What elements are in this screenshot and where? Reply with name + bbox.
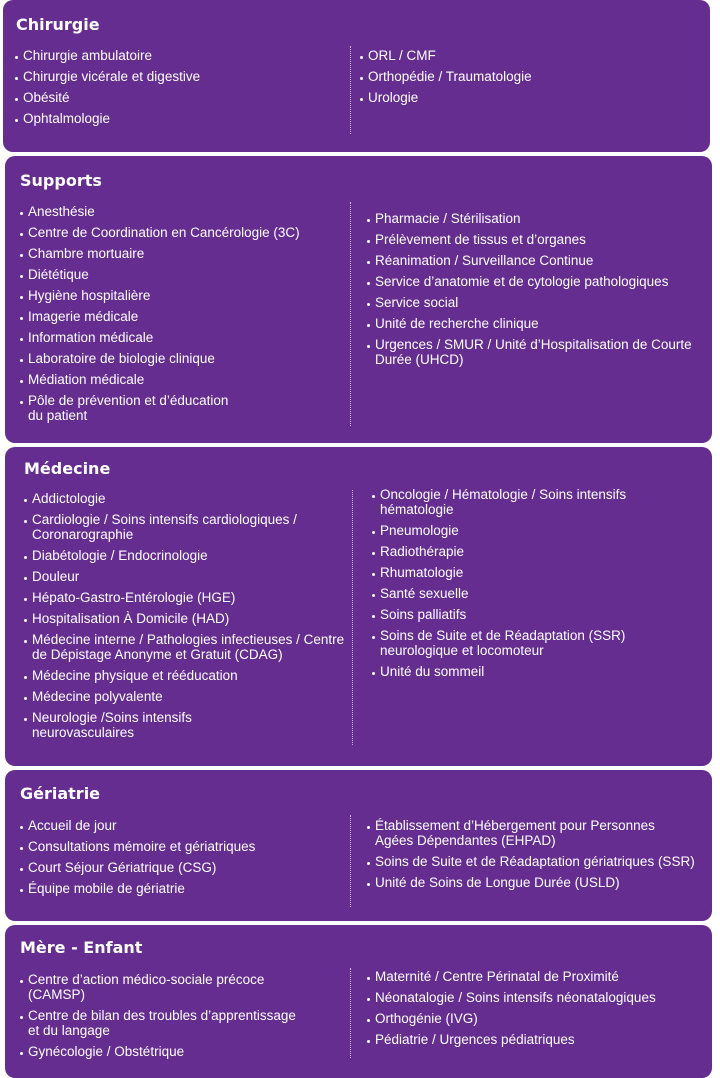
section-title: Médecine (24, 459, 111, 478)
list-item: Douleur (24, 569, 354, 584)
list-item: Urologie (360, 90, 700, 105)
list-item: Rhumatologie (372, 565, 702, 580)
list-item: Santé sexuelle (372, 586, 702, 601)
list-item: Soins de Suite et de Réadaptation (SSR) neurologique et locomoteur (372, 628, 702, 658)
list-item: Centre de Coordination en Cancérologie (3C) (20, 225, 350, 240)
list-item: Centre d’action médico-sociale précoce (CAMSP) (20, 972, 350, 1002)
list-item: Chirurgie vicérale et digestive (15, 69, 345, 84)
list-item: Soins de Suite et de Réadaptation gériatriques (SSR) (367, 854, 702, 869)
list-item: Prélèvement de tissus et d’organes (367, 232, 702, 247)
left-column (20, 972, 350, 1065)
section-geriatrie (5, 770, 712, 921)
list-item: Pharmacie / Stérilisation (367, 211, 702, 226)
list-item: Hygiène hospitalière (20, 288, 350, 303)
list-item: Oncologie / Hématologie / Soins intensifs hématologie (372, 487, 702, 517)
column-divider (350, 202, 351, 426)
list-item: Neurologie /Soins intensifs neurovasculaires (24, 710, 354, 740)
list-item: Cardiologie / Soins intensifs cardiologiques / Coronarographie (24, 512, 354, 542)
list-item: Chambre mortuaire (20, 246, 350, 261)
list-item: Soins palliatifs (372, 607, 702, 622)
list-item: ORL / CMF (360, 48, 700, 63)
right-column (367, 818, 702, 896)
column-divider (352, 490, 353, 745)
section-mere-enfant (5, 925, 712, 1078)
list-item: Service social (367, 295, 702, 310)
list-item: Radiothérapie (372, 544, 702, 559)
column-divider (350, 815, 351, 907)
list-item: Orthopédie / Traumatologie (360, 69, 700, 84)
list-item: Réanimation / Surveillance Continue (367, 253, 702, 268)
list-item: Équipe mobile de gériatrie (20, 881, 350, 896)
list-item: Unité de Soins de Longue Durée (USLD) (367, 875, 702, 890)
section-title: Gériatrie (20, 784, 101, 803)
list-item: Information médicale (20, 330, 350, 345)
list-item: Médecine interne / Pathologies infectieuses / Centre de Dépistage Anonyme et Gratuit (CDAG) (24, 632, 354, 662)
column-divider (350, 968, 351, 1058)
list-item: Orthogénie (IVG) (367, 1011, 702, 1026)
list-item: Unité du sommeil (372, 664, 702, 679)
right-column (360, 48, 700, 111)
list-item: Néonatalogie / Soins intensifs néonatalogiques (367, 990, 702, 1005)
list-item: Médecine physique et rééducation (24, 668, 354, 683)
column-divider (350, 46, 351, 134)
list-item: Hospitalisation À Domicile (HAD) (24, 611, 354, 626)
list-item: Pôle de prévention et d’éducation du patient (20, 393, 350, 423)
section-chirurgie (3, 0, 710, 152)
right-column (367, 211, 702, 373)
list-item: Diététique (20, 267, 350, 282)
list-item: Gynécologie / Obstétrique (20, 1044, 350, 1059)
list-item: Maternité / Centre Périnatal de Proximité (367, 969, 702, 984)
list-item: Hépato-Gastro-Entérologie (HGE) (24, 590, 354, 605)
list-item: Laboratoire de biologie clinique (20, 351, 350, 366)
list-item: Consultations mémoire et gériatriques (20, 839, 350, 854)
right-column (372, 487, 702, 685)
section-supports (5, 156, 712, 443)
list-item: Chirurgie ambulatoire (15, 48, 345, 63)
list-item: Obésité (15, 90, 345, 105)
list-item: Médiation médicale (20, 372, 350, 387)
left-column (24, 491, 354, 746)
section-medecine (5, 447, 712, 766)
list-item: Diabétologie / Endocrinologie (24, 548, 354, 563)
section-title: Mère - Enfant (20, 938, 143, 957)
left-column (15, 48, 345, 132)
list-item: Ophtalmologie (15, 111, 345, 126)
list-item: Service d’anatomie et de cytologie pathologiques (367, 274, 702, 289)
list-item: Médecine polyvalente (24, 689, 354, 704)
list-item: Pneumologie (372, 523, 702, 538)
list-item: Imagerie médicale (20, 309, 350, 324)
left-column (20, 818, 350, 902)
section-title: Supports (20, 171, 102, 190)
list-item: Court Séjour Gériatrique (CSG) (20, 860, 350, 875)
list-item: Anesthésie (20, 204, 350, 219)
list-item: Addictologie (24, 491, 354, 506)
list-item: Urgences / SMUR / Unité d’Hospitalisation de Courte Durée (UHCD) (367, 337, 702, 367)
list-item: Pédiatrie / Urgences pédiatriques (367, 1032, 702, 1047)
right-column (367, 969, 702, 1053)
left-column (20, 204, 350, 429)
list-item: Établissement d’Hébergement pour Personnes Agées Dépendantes (EHPAD) (367, 818, 702, 848)
list-item: Unité de recherche clinique (367, 316, 702, 331)
list-item: Accueil de jour (20, 818, 350, 833)
list-item: Centre de bilan des troubles d’apprentissage et du langage (20, 1008, 350, 1038)
section-title: Chirurgie (16, 15, 100, 34)
